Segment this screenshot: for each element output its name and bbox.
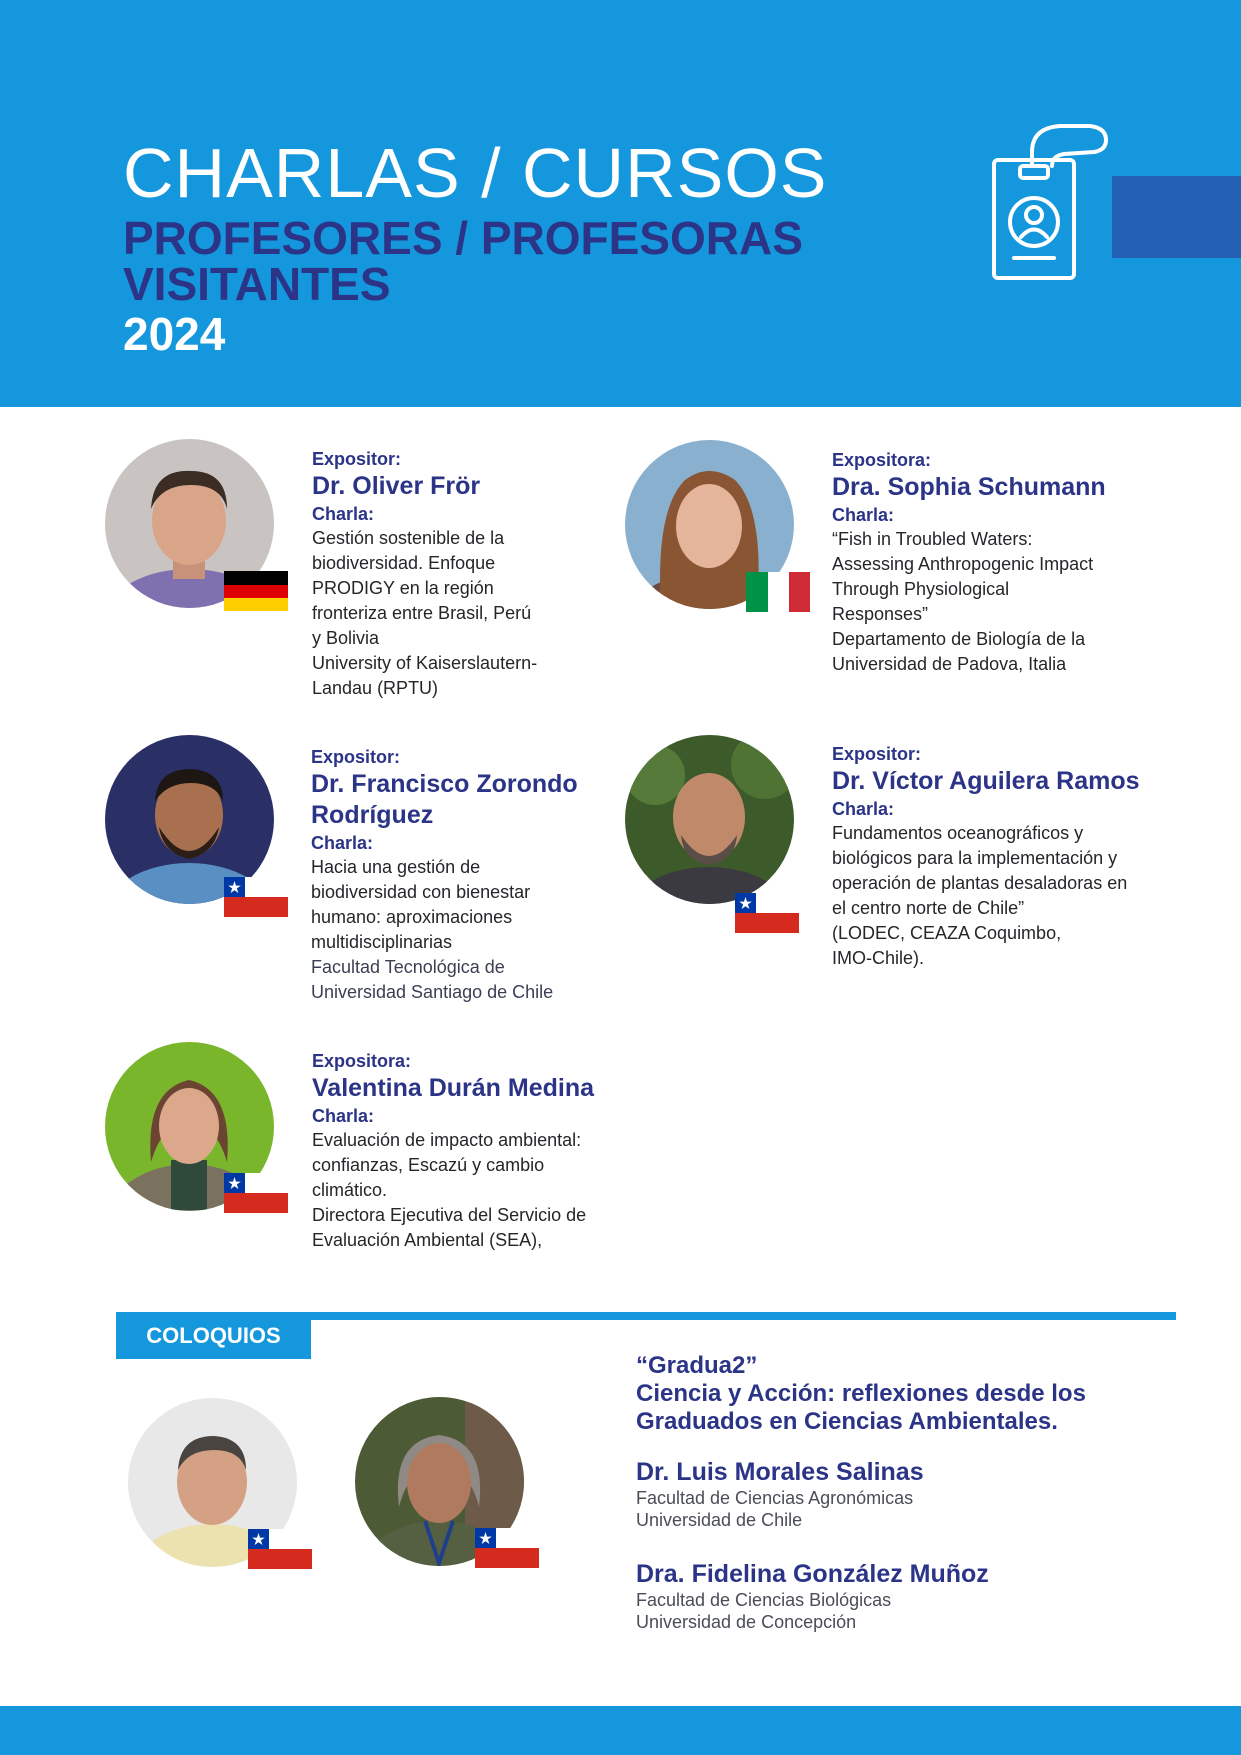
talk-line: multidisciplinarias	[311, 932, 453, 952]
talk-line: PRODIGY en la región	[312, 578, 494, 598]
talk-line: Through Physiological	[832, 579, 1010, 599]
talk-title	[312, 1128, 652, 1203]
affiliation-line: Universidad Santiago de Chile	[311, 982, 554, 1002]
coloquio-title-line: Graduados en Ciencias Ambientales.	[636, 1408, 1058, 1435]
speaker-info	[832, 742, 1222, 971]
germany-flag-icon	[224, 571, 288, 611]
speaker-affiliation	[311, 955, 631, 1005]
speaker-role: Expositora:	[312, 1051, 412, 1071]
coloquio-person-affiliation	[636, 1487, 924, 1531]
affiliation-line: Universidad de Concepción	[636, 1612, 857, 1632]
talk-line: biodiversidad con bienestar	[311, 882, 531, 902]
speaker-role: Expositor:	[311, 747, 401, 767]
page-title: CHARLAS / CURSOS	[123, 134, 828, 212]
talk-line: biodiversidad. Enfoque	[312, 553, 496, 573]
affiliation-line: Evaluación Ambiental (SEA),	[312, 1230, 543, 1250]
coloquio-title-line: “Gradua2”	[636, 1352, 758, 1379]
speaker-affiliation	[832, 627, 1212, 677]
talk-title	[832, 821, 1222, 921]
talk-line: Assessing Anthropogenic Impact	[832, 554, 1094, 574]
footer-bar	[0, 1706, 1241, 1755]
talk-title	[311, 855, 631, 955]
affiliation-line: Directora Ejecutiva del Servicio de	[312, 1205, 587, 1225]
speaker-affiliation	[312, 1203, 652, 1253]
speaker-info	[832, 448, 1212, 677]
talk-label: Charla:	[832, 505, 895, 525]
speaker-affiliation	[312, 651, 612, 701]
page-year: 2024	[123, 308, 226, 360]
speaker-photo	[625, 735, 794, 904]
chile-flag-icon	[735, 893, 799, 933]
italy-flag-icon	[746, 572, 810, 612]
speaker-name-line: Dr. Oliver Frör	[312, 472, 481, 500]
coloquio-person-affiliation	[636, 1589, 989, 1633]
talk-line: el centro norte de Chile”	[832, 898, 1025, 918]
coloquio-person-name: Dr. Luis Morales Salinas	[636, 1458, 924, 1486]
decorative-rectangle	[1112, 176, 1241, 258]
talk-title	[832, 527, 1212, 627]
speaker-role: Expositor:	[832, 744, 922, 764]
speaker-name	[832, 472, 1212, 503]
chile-flag-icon	[224, 877, 288, 917]
id-badge-icon	[990, 122, 1110, 282]
page-subtitle	[123, 212, 803, 310]
speaker-name-line: Valentina Durán Medina	[312, 1074, 595, 1102]
affiliation-line: IMO-Chile).	[832, 948, 925, 968]
talk-line: y Bolivia	[312, 628, 380, 648]
speaker-affiliation	[832, 921, 1222, 971]
coloquio-person	[636, 1559, 989, 1633]
speaker-role: Expositor:	[312, 449, 402, 469]
affiliation-line: Facultad de Ciencias Biológicas	[636, 1590, 892, 1610]
affiliation-line: Landau (RPTU)	[312, 678, 439, 698]
speaker-info	[312, 447, 612, 701]
speaker-role: Expositora:	[832, 450, 932, 470]
affiliation-line: University of Kaiserslautern-	[312, 653, 538, 673]
speaker-info	[312, 1049, 652, 1253]
speaker-name-line: Dr. Francisco Zorondo	[311, 770, 578, 798]
talk-line: Hacia una gestión de	[311, 857, 481, 877]
affiliation-line: Facultad Tecnológica de	[311, 957, 505, 977]
talk-line: humano: aproximaciones	[311, 907, 513, 927]
talk-line: “Fish in Troubled Waters:	[832, 529, 1033, 549]
talk-line: Evaluación de impacto ambiental:	[312, 1130, 582, 1150]
talk-line: biológicos para la implementación y	[832, 848, 1118, 868]
speaker-name	[312, 1073, 652, 1104]
coloquio-title	[636, 1352, 1086, 1436]
coloquios-tab: COLOQUIOS	[116, 1312, 311, 1359]
chile-flag-icon	[224, 1173, 288, 1213]
talk-label: Charla:	[312, 504, 375, 524]
affiliation-line: Universidad de Chile	[636, 1510, 803, 1530]
talk-title	[312, 526, 612, 651]
coloquio-title-line: Ciencia y Acción: reflexiones desde los	[636, 1380, 1086, 1407]
chile-flag-icon	[248, 1529, 312, 1569]
talk-line: Gestión sostenible de la	[312, 528, 505, 548]
affiliation-line: (LODEC, CEAZA Coquimbo,	[832, 923, 1062, 943]
talk-line: fronteriza entre Brasil, Perú	[312, 603, 532, 623]
subtitle-line-2: VISITANTES	[123, 258, 391, 310]
talk-line: confianzas, Escazú y cambio	[312, 1155, 545, 1175]
subtitle-line-1: PROFESORES / PROFESORAS	[123, 212, 803, 264]
talk-label: Charla:	[311, 833, 374, 853]
talk-label: Charla:	[312, 1106, 375, 1126]
speaker-name	[312, 471, 612, 502]
header-banner	[0, 0, 1241, 407]
speaker-name	[311, 769, 631, 831]
speaker-name-line: Rodríguez	[311, 801, 434, 829]
talk-line: Fundamentos oceanográficos y	[832, 823, 1084, 843]
speaker-name-line: Dr. Víctor Aguilera Ramos	[832, 767, 1140, 795]
speaker-info	[311, 745, 631, 1005]
coloquio-person-name: Dra. Fidelina González Muñoz	[636, 1560, 989, 1588]
talk-line: climático.	[312, 1180, 388, 1200]
chile-flag-icon	[475, 1528, 539, 1568]
affiliation-line: Departamento de Biología de la	[832, 629, 1086, 649]
talk-line: operación de plantas desaladoras en	[832, 873, 1128, 893]
speaker-name-line: Dra. Sophia Schumann	[832, 473, 1106, 501]
talk-label: Charla:	[832, 799, 895, 819]
affiliation-line: Facultad de Ciencias Agronómicas	[636, 1488, 914, 1508]
coloquio-person	[636, 1457, 924, 1531]
affiliation-line: Universidad de Padova, Italia	[832, 654, 1067, 674]
speaker-name	[832, 766, 1222, 797]
talk-line: Responses”	[832, 604, 929, 624]
